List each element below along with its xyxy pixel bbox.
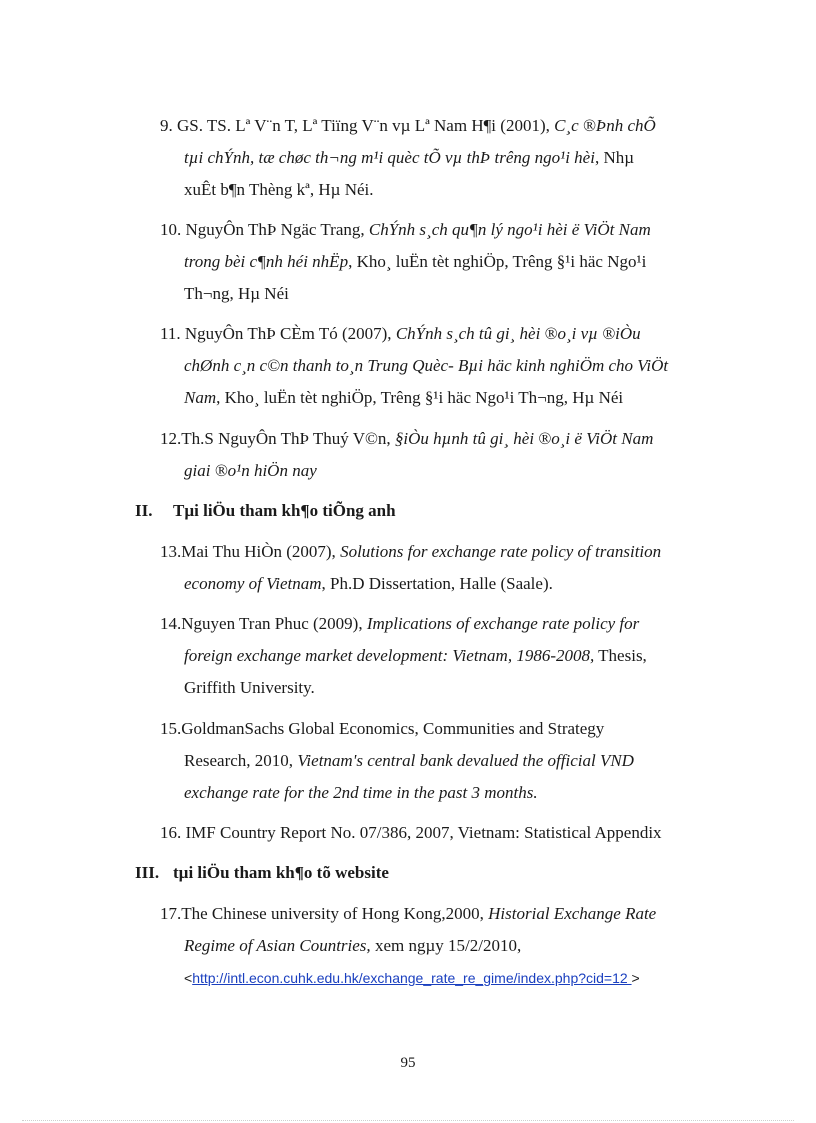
reference-text: Mai Thu HiÒn (2007), (181, 542, 341, 561)
section-heading-ii (135, 495, 396, 527)
reference-10-line-2 (160, 246, 738, 278)
reference-text: > (631, 970, 640, 986)
reference-number: 13. (160, 542, 182, 561)
reference-title: Implications of exchange rate policy for (366, 614, 640, 633)
reference-12 (160, 423, 738, 487)
reference-title: tµi chÝnh, tæ chøc th¬ng m¹i quèc tÕ vµ thÞ trêng ngo¹i hèi (184, 148, 595, 167)
reference-17-line-1 (160, 898, 738, 930)
reference-14-line-2 (160, 640, 738, 672)
reference-title: Regime of Asian Countries, (184, 936, 371, 955)
reference-text: GS. TS. Lª V¨n T, Lª Tiïng V¨n vµ Lª Nam H¶i (2001), (172, 116, 555, 135)
reference-text: , Nhµ (594, 148, 635, 167)
reference-title: foreign exchange market development: Vietnam, 1986-2008, (184, 646, 595, 665)
reference-title: economy of Vietnam (184, 574, 322, 593)
reference-17 (160, 898, 738, 994)
reference-13 (160, 536, 738, 600)
reference-title: giai ®o¹n hiÖn nay (184, 461, 317, 480)
reference-title: Solutions for exchange rate policy of transition (340, 542, 662, 561)
reference-14 (160, 608, 738, 704)
reference-title: chØnh c¸n c©n thanh to¸n Trung Quèc- Bµi häc kinh nghiÖm cho ViÖt (184, 356, 669, 375)
reference-text: IMF Country Report No. 07/386, 2007, Vietnam: Statistical Appendix (181, 823, 662, 842)
website-link[interactable]: http://intl.econ.cuhk.edu.hk/exchange_rate_re_gime/index.php?cid=12 (192, 970, 632, 986)
reference-13-line-1 (160, 536, 738, 568)
reference-11-line-2 (160, 350, 738, 382)
reference-17-line-3 (160, 962, 738, 994)
reference-number: 16. (160, 823, 182, 842)
reference-title: Nam (184, 388, 217, 407)
reference-text: Th.S NguyÔn ThÞ Thuý V©n, (181, 429, 395, 448)
reference-title: ChÝnh s¸ch qu¶n lý ngo¹i hèi ë ViÖt Nam (368, 220, 651, 239)
reference-9-line-3 (160, 174, 738, 206)
page-number: 95 (400, 1055, 416, 1071)
reference-10-line-1 (160, 214, 738, 246)
reference-9 (160, 110, 738, 206)
reference-9-line-1 (160, 110, 738, 142)
reference-number: 11. (160, 324, 181, 343)
reference-11-line-1 (160, 318, 738, 350)
reference-title: ChÝnh s¸ch tû gi¸ hèi ®o¸i vµ ®iÒu (395, 324, 641, 343)
reference-text: Griffith University. (184, 678, 315, 697)
reference-16-line-1 (160, 817, 738, 849)
reference-number: 15. (160, 719, 182, 738)
reference-text: Th¬ng, Hµ Néi (184, 284, 289, 303)
reference-text: , Kho¸ luËn tèt nghiÖp, Trêng §¹i häc Ngo¹i (348, 252, 647, 271)
reference-text: Thesis, (594, 646, 647, 665)
reference-title: C¸c ®Þnh chÕ (554, 116, 656, 135)
reference-15-line-3 (160, 777, 738, 809)
reference-9-line-2 (160, 142, 738, 174)
section-number: II. (135, 501, 153, 520)
reference-title: trong bèi c¶nh héi nhËp (184, 252, 349, 271)
reference-12-line-1 (160, 423, 738, 455)
reference-10 (160, 214, 738, 310)
reference-15 (160, 713, 738, 809)
reference-text: The Chinese university of Hong Kong,2000, (181, 904, 489, 923)
reference-text: xem ngµy 15/2/2010, (370, 936, 522, 955)
reference-text: < (184, 970, 193, 986)
page-edge-divider (22, 1120, 794, 1121)
reference-title: Historial Exchange Rate (488, 904, 657, 923)
reference-title: §iÒu hµnh tû gi¸ hèi ®o¸i ë ViÖt Nam (394, 429, 654, 448)
reference-number: 10. (160, 220, 182, 239)
reference-17-line-2 (160, 930, 738, 962)
reference-16 (160, 817, 738, 849)
section-number: III. (135, 863, 160, 882)
reference-number: 12. (160, 429, 182, 448)
reference-14-line-3 (160, 672, 738, 704)
reference-number: 9. (160, 116, 173, 135)
reference-text: xuÊt b¶n Thèng kª, Hµ Néi. (184, 180, 374, 199)
reference-text: Research, 2010, (184, 751, 298, 770)
section-title: tµi liÖu tham kh¶o tõ website (173, 863, 389, 882)
reference-text: GoldmanSachs Global Economics, Communities and Strategy (181, 719, 605, 738)
reference-text: NguyÔn ThÞ CÈm Tó (2007), (180, 324, 396, 343)
reference-title: exchange rate for the 2nd time in the past 3 months. (184, 783, 538, 802)
reference-14-line-1 (160, 608, 738, 640)
reference-text: , Ph.D Dissertation, Halle (Saale). (321, 574, 553, 593)
reference-number: 17. (160, 904, 182, 923)
reference-15-line-2 (160, 745, 738, 777)
section-heading-iii (135, 857, 389, 889)
reference-11 (160, 318, 738, 414)
reference-11-line-3 (160, 382, 738, 414)
reference-10-line-3 (160, 278, 738, 310)
reference-12-line-2 (160, 455, 738, 487)
reference-text: Nguyen Tran Phuc (2009), (181, 614, 367, 633)
section-title: Tµi liÖu tham kh¶o tiÕng anh (173, 501, 396, 520)
reference-text: , Kho¸ luËn tèt nghiÖp, Trêng §¹i häc Ngo¹i Th¬ng, Hµ Néi (216, 388, 624, 407)
reference-15-line-1 (160, 713, 738, 745)
reference-number: 14. (160, 614, 182, 633)
reference-13-line-2 (160, 568, 738, 600)
reference-text: NguyÔn ThÞ Ngäc Trang, (181, 220, 369, 239)
reference-title: Vietnam's central bank devalued the official VND (297, 751, 634, 770)
